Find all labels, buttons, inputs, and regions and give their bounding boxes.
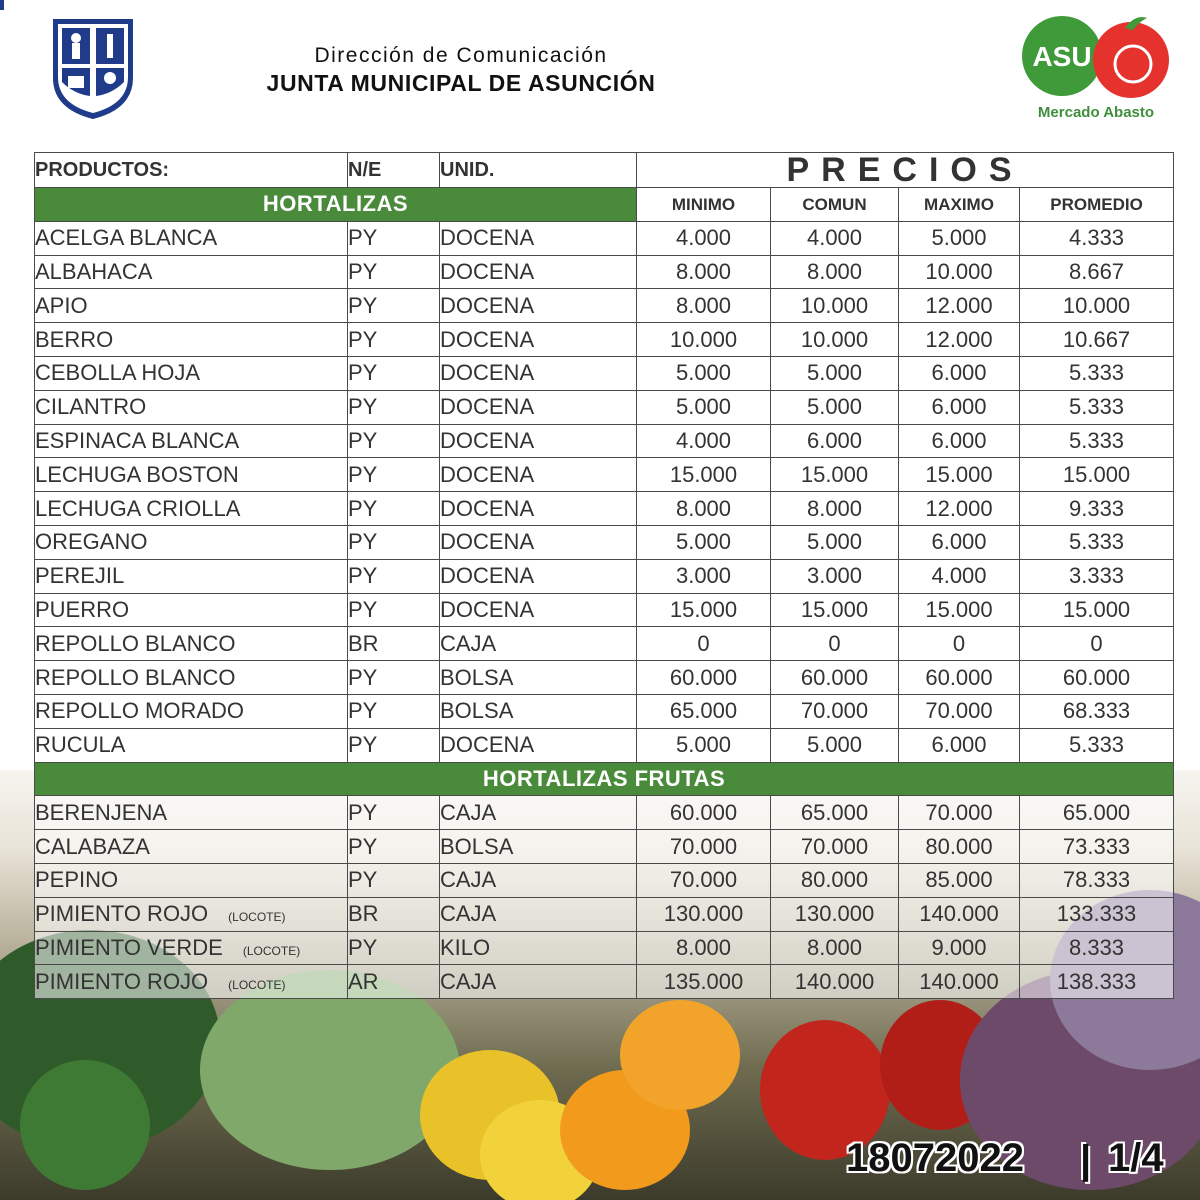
max-price-cell: 85.000	[899, 863, 1020, 897]
price-column-header: PROMEDIO	[1020, 188, 1174, 222]
footer-separator: |	[1080, 1138, 1092, 1182]
max-price-cell: 6.000	[899, 728, 1020, 762]
table-row	[35, 661, 1174, 695]
avg-price-cell: 10.667	[1020, 323, 1174, 357]
product-cell	[35, 897, 348, 931]
origin-cell: PY	[348, 661, 440, 695]
origin-cell: PY	[348, 255, 440, 289]
avg-price-cell: 68.333	[1020, 694, 1174, 728]
unit-cell: DOCENA	[440, 492, 637, 526]
product-cell	[35, 661, 348, 695]
product-name: ESPINACA BLANCA	[35, 427, 240, 453]
product-cell	[35, 728, 348, 762]
min-price-cell: 5.000	[637, 728, 771, 762]
max-price-cell: 140.000	[899, 897, 1020, 931]
origin-cell: BR	[348, 627, 440, 661]
unit-cell: DOCENA	[440, 559, 637, 593]
date-code: 18072022	[846, 1136, 1024, 1180]
common-price-cell: 130.000	[771, 897, 899, 931]
product-cell	[35, 863, 348, 897]
product-name: PUERRO	[35, 596, 130, 622]
avg-price-cell: 5.333	[1020, 525, 1174, 559]
common-price-cell: 15.000	[771, 458, 899, 492]
min-price-cell: 5.000	[637, 356, 771, 390]
table-row	[35, 323, 1174, 357]
max-price-cell: 10.000	[899, 255, 1020, 289]
common-price-cell: 8.000	[771, 492, 899, 526]
table-row	[35, 356, 1174, 390]
min-price-cell: 4.000	[637, 424, 771, 458]
min-price-cell: 135.000	[637, 965, 771, 999]
avg-price-cell: 78.333	[1020, 863, 1174, 897]
max-price-cell: 12.000	[899, 323, 1020, 357]
table-row	[35, 559, 1174, 593]
table-row	[35, 931, 1174, 965]
price-column-header: MINIMO	[637, 188, 771, 222]
min-price-cell: 3.000	[637, 559, 771, 593]
common-price-cell: 10.000	[771, 323, 899, 357]
product-name: LECHUGA CRIOLLA	[35, 495, 241, 521]
origin-cell: PY	[348, 390, 440, 424]
product-cell	[35, 796, 348, 830]
unit-cell: DOCENA	[440, 458, 637, 492]
origin-cell: PY	[348, 931, 440, 965]
table-row	[35, 424, 1174, 458]
table-row	[35, 221, 1174, 255]
product-name: ACELGA BLANCA	[35, 225, 218, 251]
unit-cell: DOCENA	[440, 390, 637, 424]
common-price-cell: 8.000	[771, 255, 899, 289]
table-row	[35, 627, 1174, 661]
common-price-cell: 5.000	[771, 728, 899, 762]
common-price-cell: 0	[771, 627, 899, 661]
origin-cell: PY	[348, 221, 440, 255]
table-row	[35, 289, 1174, 323]
header-row	[35, 153, 1174, 188]
origin-cell: PY	[348, 559, 440, 593]
product-name: APIO	[35, 292, 88, 318]
section-row	[35, 762, 1174, 796]
avg-price-cell: 10.000	[1020, 289, 1174, 323]
common-price-cell: 80.000	[771, 863, 899, 897]
origin-cell: PY	[348, 728, 440, 762]
origin-cell: PY	[348, 356, 440, 390]
origin-cell: PY	[348, 694, 440, 728]
product-cell	[35, 390, 348, 424]
table-row	[35, 492, 1174, 526]
avg-price-cell: 5.333	[1020, 728, 1174, 762]
avg-price-cell: 8.333	[1020, 931, 1174, 965]
unit-cell: BOLSA	[440, 830, 637, 864]
product-name: PIMIENTO VERDE	[35, 934, 223, 960]
unit-cell: CAJA	[440, 897, 637, 931]
unit-cell: CAJA	[440, 965, 637, 999]
table-row	[35, 965, 1174, 999]
logo-subtitle: Mercado Abasto	[1037, 104, 1155, 121]
product-name: CILANTRO	[35, 394, 147, 420]
avg-price-cell: 15.000	[1020, 593, 1174, 627]
unit-cell: DOCENA	[440, 323, 637, 357]
svg-text:ASU: ASU	[1032, 41, 1092, 72]
product-cell	[35, 424, 348, 458]
product-name: RUCULA	[35, 732, 126, 758]
min-price-cell: 60.000	[637, 661, 771, 695]
product-name: REPOLLO BLANCO	[35, 630, 236, 656]
product-cell	[35, 492, 348, 526]
avg-price-cell: 3.333	[1020, 559, 1174, 593]
table-row	[35, 694, 1174, 728]
unit-cell: DOCENA	[440, 525, 637, 559]
origin-cell: PY	[348, 525, 440, 559]
origin-cell: PY	[348, 492, 440, 526]
product-cell	[35, 593, 348, 627]
avg-price-cell: 5.333	[1020, 424, 1174, 458]
common-price-cell: 65.000	[771, 796, 899, 830]
product-name: CALABAZA	[35, 833, 150, 859]
min-price-cell: 60.000	[637, 796, 771, 830]
min-price-cell: 5.000	[637, 390, 771, 424]
product-name: REPOLLO BLANCO	[35, 664, 236, 690]
max-price-cell: 9.000	[899, 931, 1020, 965]
table-row	[35, 593, 1174, 627]
product-cell	[35, 931, 348, 965]
min-price-cell: 130.000	[637, 897, 771, 931]
product-name: OREGANO	[35, 529, 148, 555]
unit-cell: DOCENA	[440, 221, 637, 255]
table-row	[35, 390, 1174, 424]
product-name: PEREJIL	[35, 563, 125, 589]
unit-column-header: UNID.	[440, 153, 637, 188]
table-row	[35, 863, 1174, 897]
product-name: PIMIENTO ROJO	[35, 968, 209, 994]
max-price-cell: 6.000	[899, 390, 1020, 424]
max-price-cell: 140.000	[899, 965, 1020, 999]
avg-price-cell: 15.000	[1020, 458, 1174, 492]
avg-price-cell: 9.333	[1020, 492, 1174, 526]
common-price-cell: 10.000	[771, 289, 899, 323]
product-cell	[35, 323, 348, 357]
common-price-cell: 4.000	[771, 221, 899, 255]
avg-price-cell: 8.667	[1020, 255, 1174, 289]
product-name: REPOLLO MORADO	[35, 698, 245, 724]
origin-cell: PY	[348, 796, 440, 830]
top-edge-mark	[0, 0, 4, 10]
origin-cell: PY	[348, 289, 440, 323]
table-row	[35, 458, 1174, 492]
product-cell	[35, 356, 348, 390]
product-cell	[35, 694, 348, 728]
product-cell	[35, 830, 348, 864]
unit-cell: DOCENA	[440, 255, 637, 289]
page-indicator: 1/4	[1108, 1136, 1164, 1180]
common-price-cell: 70.000	[771, 694, 899, 728]
common-price-cell: 5.000	[771, 356, 899, 390]
max-price-cell: 12.000	[899, 289, 1020, 323]
section-title: HORTALIZAS FRUTAS	[35, 762, 1174, 796]
min-price-cell: 8.000	[637, 492, 771, 526]
product-name: PEPINO	[35, 867, 119, 893]
max-price-cell: 15.000	[899, 593, 1020, 627]
product-note: (LOCOTE)	[242, 943, 301, 958]
unit-cell: BOLSA	[440, 661, 637, 695]
avg-price-cell: 5.333	[1020, 356, 1174, 390]
unit-cell: DOCENA	[440, 424, 637, 458]
max-price-cell: 6.000	[899, 356, 1020, 390]
max-price-cell: 70.000	[899, 694, 1020, 728]
product-cell	[35, 627, 348, 661]
ne-column-header: N/E	[348, 153, 440, 188]
avg-price-cell: 133.333	[1020, 897, 1174, 931]
product-cell	[35, 255, 348, 289]
origin-cell: PY	[348, 458, 440, 492]
common-price-cell: 5.000	[771, 525, 899, 559]
unit-cell: CAJA	[440, 796, 637, 830]
product-cell	[35, 221, 348, 255]
table-row	[35, 796, 1174, 830]
prices-header: PRECIOS	[637, 153, 1174, 188]
product-cell	[35, 965, 348, 999]
unit-cell: BOLSA	[440, 694, 637, 728]
product-name: PIMIENTO ROJO	[35, 901, 209, 927]
unit-cell: KILO	[440, 931, 637, 965]
min-price-cell: 15.000	[637, 593, 771, 627]
asuncion-coat-of-arms-logo	[50, 16, 136, 120]
max-price-cell: 5.000	[899, 221, 1020, 255]
table-row	[35, 728, 1174, 762]
unit-cell: CAJA	[440, 863, 637, 897]
product-name: BERRO	[35, 326, 114, 352]
product-cell	[35, 458, 348, 492]
direction-heading: Dirección de Comunicación	[314, 44, 608, 67]
common-price-cell: 6.000	[771, 424, 899, 458]
min-price-cell: 8.000	[637, 289, 771, 323]
min-price-cell: 8.000	[637, 931, 771, 965]
common-price-cell: 3.000	[771, 559, 899, 593]
min-price-cell: 8.000	[637, 255, 771, 289]
product-name: ALBAHACA	[35, 258, 153, 284]
table-row	[35, 897, 1174, 931]
common-price-cell: 140.000	[771, 965, 899, 999]
common-price-cell: 15.000	[771, 593, 899, 627]
price-column-header: COMUN	[771, 188, 899, 222]
common-price-cell: 8.000	[771, 931, 899, 965]
origin-cell: PY	[348, 593, 440, 627]
price-column-header: MAXIMO	[899, 188, 1020, 222]
common-price-cell: 70.000	[771, 830, 899, 864]
product-name: BERENJENA	[35, 799, 168, 825]
unit-cell: CAJA	[440, 627, 637, 661]
product-cell	[35, 289, 348, 323]
origin-cell: PY	[348, 830, 440, 864]
unit-cell: DOCENA	[440, 356, 637, 390]
max-price-cell: 15.000	[899, 458, 1020, 492]
common-price-cell: 60.000	[771, 661, 899, 695]
product-name: LECHUGA BOSTON	[35, 461, 239, 487]
unit-cell: DOCENA	[440, 593, 637, 627]
max-price-cell: 12.000	[899, 492, 1020, 526]
origin-cell: PY	[348, 863, 440, 897]
avg-price-cell: 60.000	[1020, 661, 1174, 695]
avg-price-cell: 5.333	[1020, 390, 1174, 424]
table-row	[35, 525, 1174, 559]
avg-price-cell: 73.333	[1020, 830, 1174, 864]
min-price-cell: 5.000	[637, 525, 771, 559]
section-title: HORTALIZAS	[35, 188, 637, 222]
section-row	[35, 188, 1174, 222]
origin-cell: AR	[348, 965, 440, 999]
max-price-cell: 6.000	[899, 424, 1020, 458]
table-row	[35, 830, 1174, 864]
product-name: CEBOLLA HOJA	[35, 360, 201, 386]
institution-title: JUNTA MUNICIPAL DE ASUNCIÓN	[266, 70, 656, 96]
avg-price-cell: 65.000	[1020, 796, 1174, 830]
max-price-cell: 60.000	[899, 661, 1020, 695]
unit-cell: DOCENA	[440, 289, 637, 323]
max-price-cell: 80.000	[899, 830, 1020, 864]
price-table	[34, 152, 1174, 999]
max-price-cell: 4.000	[899, 559, 1020, 593]
min-price-cell: 65.000	[637, 694, 771, 728]
min-price-cell: 10.000	[637, 323, 771, 357]
product-column-header: PRODUCTOS:	[35, 153, 348, 188]
origin-cell: PY	[348, 424, 440, 458]
product-cell	[35, 559, 348, 593]
common-price-cell: 5.000	[771, 390, 899, 424]
max-price-cell: 0	[899, 627, 1020, 661]
max-price-cell: 6.000	[899, 525, 1020, 559]
product-cell	[35, 525, 348, 559]
table-row	[35, 255, 1174, 289]
origin-cell: BR	[348, 897, 440, 931]
min-price-cell: 0	[637, 627, 771, 661]
min-price-cell: 4.000	[637, 221, 771, 255]
avg-price-cell: 4.333	[1020, 221, 1174, 255]
min-price-cell: 70.000	[637, 863, 771, 897]
max-price-cell: 70.000	[899, 796, 1020, 830]
avg-price-cell: 0	[1020, 627, 1174, 661]
min-price-cell: 70.000	[637, 830, 771, 864]
product-note: (LOCOTE)	[228, 910, 286, 925]
unit-cell: DOCENA	[440, 728, 637, 762]
min-price-cell: 15.000	[637, 458, 771, 492]
origin-cell: PY	[348, 323, 440, 357]
avg-price-cell: 138.333	[1020, 965, 1174, 999]
product-note: (LOCOTE)	[228, 977, 286, 992]
